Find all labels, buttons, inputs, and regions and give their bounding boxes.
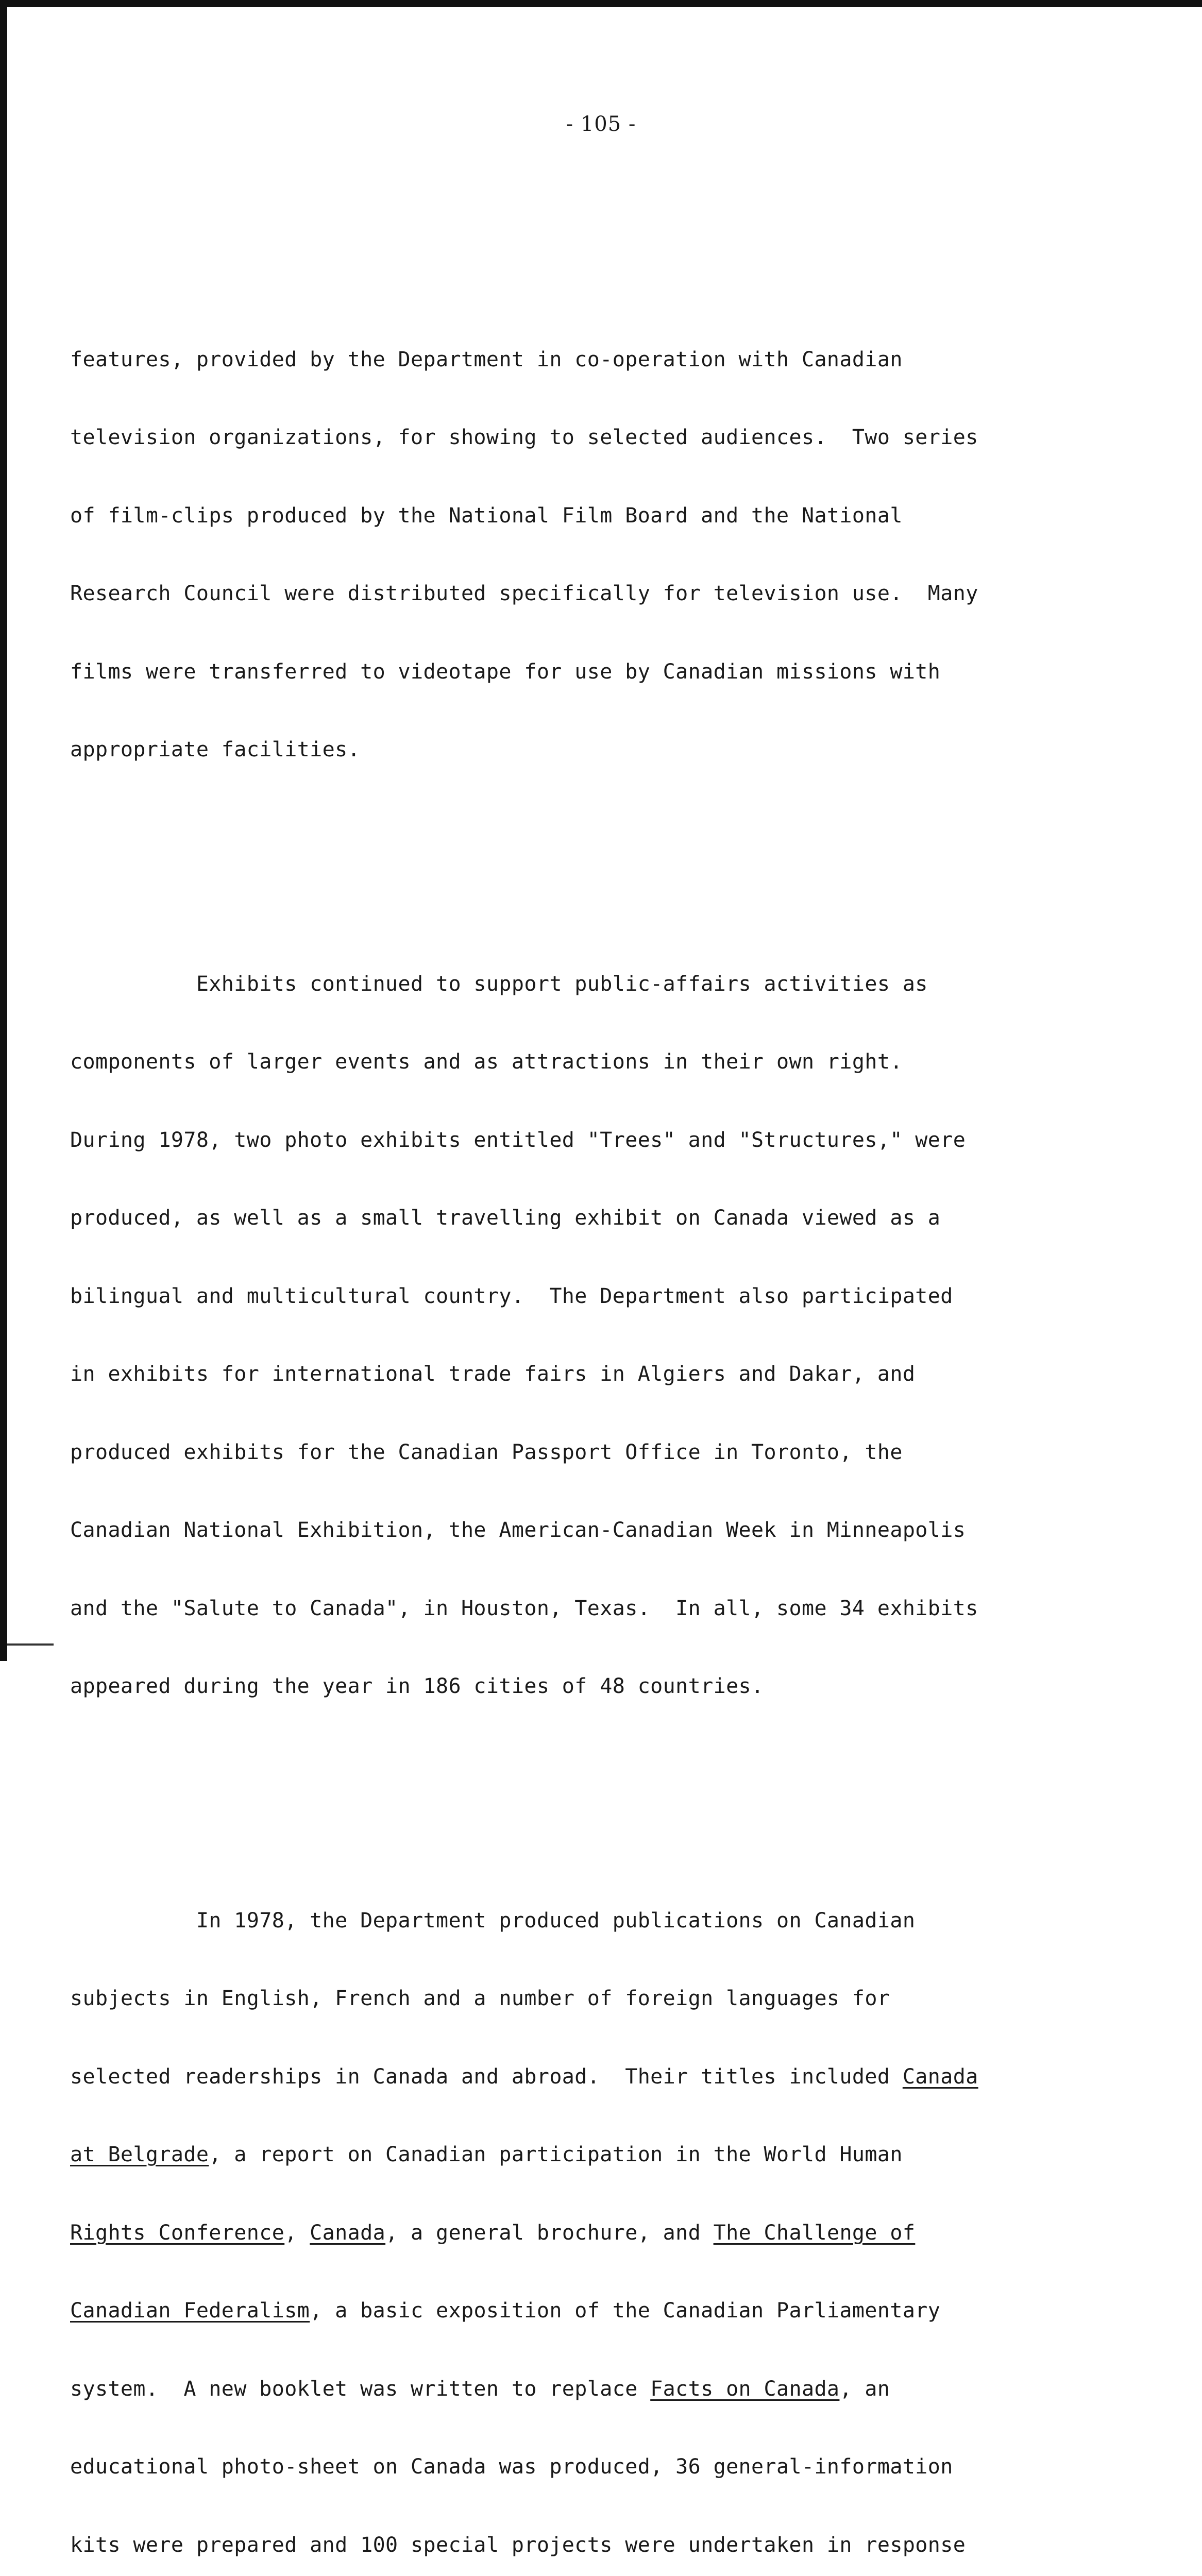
text-line: Canadian National Exhibition, the American-Canadian Week in Minneapolis	[70, 1517, 1008, 1544]
text-line: bilingual and multicultural country. The Department also participated	[70, 1283, 1008, 1310]
text-segment: , a basic exposition of the Canadian Parliamentary	[310, 2299, 940, 2323]
text-segment: selected readerships in Canada and abroad. Their titles included	[70, 2065, 903, 2089]
text-line: subjects in English, French and a number of foreign languages for	[70, 1986, 1008, 2012]
text-line: films were transferred to videotape for use by Canadian missions with	[70, 659, 1008, 685]
text-line	[70, 2142, 1008, 2168]
body-text	[70, 216, 1008, 2576]
text-line	[70, 2064, 1008, 2090]
scan-border-mark	[7, 1643, 54, 1646]
paragraph-exhibits	[70, 919, 1008, 1752]
text-line: and the "Salute to Canada", in Houston, Texas. In all, some 34 exhibits	[70, 1596, 1008, 1622]
text-line: kits were prepared and 100 special projects were undertaken in response	[70, 2532, 1008, 2558]
text-segment: ,	[284, 2221, 310, 2245]
text-line: Research Council were distributed specifically for television use. Many	[70, 581, 1008, 607]
text-line: television organizations, for showing to selected audiences. Two series	[70, 425, 1008, 451]
text-line: in exhibits for international trade fairs in Algiers and Dakar, and	[70, 1361, 1008, 1387]
text-line: In 1978, the Department produced publications on Canadian	[70, 1908, 1008, 1934]
text-line: Exhibits continued to support public-affairs activities as	[70, 971, 1008, 997]
publication-title: Canada	[903, 2065, 978, 2089]
text-line	[70, 2376, 1008, 2402]
page-number: - 105 -	[0, 112, 1202, 136]
scan-border-left	[0, 0, 7, 1661]
text-line	[70, 2298, 1008, 2324]
text-segment: , an	[839, 2377, 890, 2401]
publication-title: Canadian Federalism	[70, 2299, 310, 2323]
paragraph-publications	[70, 1856, 1008, 2576]
text-line: During 1978, two photo exhibits entitled "Trees" and "Structures," were	[70, 1127, 1008, 1154]
text-segment: , a report on Canadian participation in the World Human	[209, 2143, 903, 2166]
text-line: appropriate facilities.	[70, 737, 1008, 763]
text-line	[70, 2220, 1008, 2246]
publication-title: Facts on Canada	[650, 2377, 839, 2401]
text-segment: system. A new booklet was written to replace	[70, 2377, 650, 2401]
text-line: educational photo-sheet on Canada was produced, 36 general-information	[70, 2454, 1008, 2480]
text-line: produced, as well as a small travelling exhibit on Canada viewed as a	[70, 1205, 1008, 1231]
text-line: appeared during the year in 186 cities of 48 countries.	[70, 1673, 1008, 1700]
text-line: components of larger events and as attractions in their own right.	[70, 1049, 1008, 1075]
text-line: of film-clips produced by the National Film Board and the National	[70, 503, 1008, 529]
paragraph-film-features	[70, 295, 1008, 815]
text-segment: , a general brochure, and	[385, 2221, 714, 2245]
publication-title: Canada	[310, 2221, 385, 2245]
publication-title: The Challenge of	[714, 2221, 916, 2245]
publication-title: at Belgrade	[70, 2143, 209, 2166]
scan-border-top	[0, 0, 1202, 7]
text-line: features, provided by the Department in co-operation with Canadian	[70, 347, 1008, 373]
publication-title: Rights Conference	[70, 2221, 284, 2245]
text-line: produced exhibits for the Canadian Passport Office in Toronto, the	[70, 1439, 1008, 1466]
